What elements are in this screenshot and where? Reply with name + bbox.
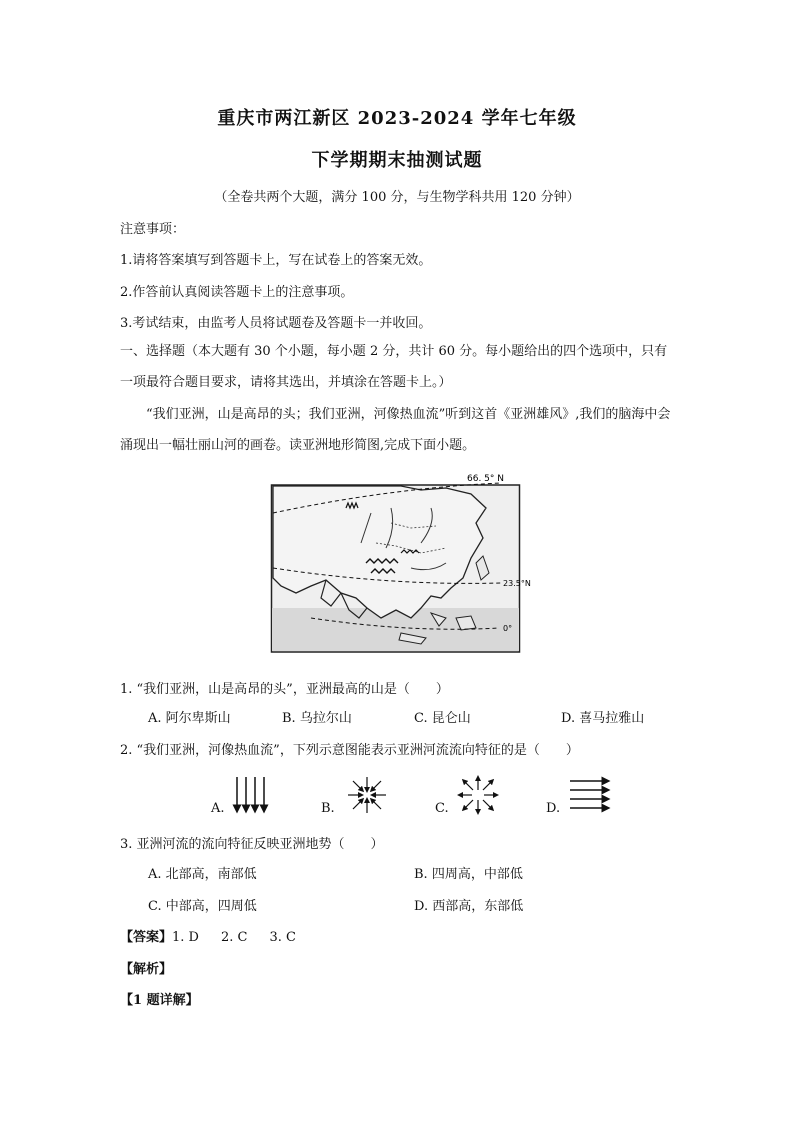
q1-option-d: D. 喜马拉雅山 bbox=[561, 711, 645, 726]
q1-option-a: A. 阿尔卑斯山 bbox=[148, 711, 231, 726]
q2-label-a: A. bbox=[211, 801, 225, 816]
note-3: 3.考试结束，由监考人员将试题卷及答题卡一并收回。 bbox=[120, 316, 432, 331]
arctic-circle-label: 66. 5° N bbox=[467, 474, 504, 484]
q3-option-d: D. 西部高，东部低 bbox=[414, 899, 524, 914]
q2-diagram-d-parallel-eastward bbox=[568, 777, 612, 813]
q2-diagram-b-converging bbox=[346, 775, 388, 815]
q2-diagram-c-radiating bbox=[457, 775, 499, 815]
answer-label: 【答案】 bbox=[120, 930, 173, 945]
q2-diagram-a-parallel-downward bbox=[232, 775, 270, 815]
q3-option-b: B. 四周高，中部低 bbox=[414, 867, 523, 882]
note-2: 2.作答前认真阅读答题卡上的注意事项。 bbox=[120, 285, 354, 300]
q1-option-c: C. 昆仑山 bbox=[414, 711, 471, 726]
answer-line bbox=[120, 926, 318, 945]
detail-label: 【1 题详解】 bbox=[120, 993, 199, 1008]
notes-heading: 注意事项： bbox=[120, 222, 186, 237]
answer-3: 3. C bbox=[269, 930, 296, 945]
title-line-2: 下学期期末抽测试题 bbox=[311, 150, 483, 171]
question-1-stem: 1. “我们亚洲，山是高昂的头”，亚洲最高的山是（ ） bbox=[120, 682, 449, 697]
asia-terrain-map bbox=[271, 468, 531, 653]
q2-label-c: C. bbox=[435, 801, 449, 816]
equator-label: 0° bbox=[503, 624, 513, 633]
answer-1: 1. D bbox=[172, 930, 199, 945]
q3-option-a: A. 北部高，南部低 bbox=[148, 867, 257, 882]
question-3-stem: 3. 亚洲河流的流向特征反映亚洲地势（ ） bbox=[120, 837, 384, 852]
q2-label-b: B. bbox=[321, 801, 335, 816]
question-2-stem: 2. “我们亚洲，河像热血流”，下列示意图能表示亚洲河流流向特征的是（ ） bbox=[120, 743, 579, 758]
tropic-of-cancer-label: 23.5°N bbox=[503, 579, 531, 588]
section-1-heading: 一、选择题（本大题有 30 个小题，每小题 2 分，共计 60 分。每小题给出的四个选项中，只有一项最符合题目要求，请将其选出，并填涂在答题卡上。） bbox=[120, 344, 668, 390]
title-line-1: 重庆市两江新区 2023-2024 学年七年级 bbox=[217, 108, 577, 129]
subtitle: （全卷共两个大题，满分 100 分，与生物学科共用 120 分钟） bbox=[214, 190, 580, 205]
answer-2: 2. C bbox=[220, 930, 248, 945]
intro-paragraph: “我们亚洲，山是高昂的头；我们亚洲，河像热血流”听到这首《亚洲雄风》,我们的脑海中会涌现出一幅壮丽山河的画卷。读亚洲地形简图,完成下面小题。 bbox=[120, 407, 671, 453]
q1-option-b: B. 乌拉尔山 bbox=[282, 711, 352, 726]
note-1: 1.请将答案填写到答题卡上，写在试卷上的答案无效。 bbox=[120, 253, 432, 268]
q2-label-d: D. bbox=[546, 801, 561, 816]
q3-option-c: C. 中部高，四周低 bbox=[148, 899, 257, 914]
analysis-label: 【解析】 bbox=[120, 962, 173, 977]
